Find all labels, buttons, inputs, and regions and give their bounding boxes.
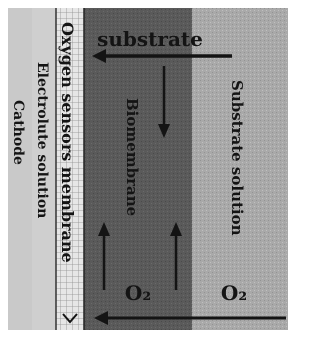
o2-label-biomembrane: O₂ <box>124 281 152 305</box>
membrane-label: Oxygen sensors membrane <box>58 22 77 263</box>
cathode-label: Cathode <box>10 100 26 165</box>
substrate-label: substrate <box>97 27 203 51</box>
o2-label-solution: O₂ <box>220 281 248 305</box>
cathode-layer <box>8 8 32 330</box>
solution-label: Substrate solution <box>228 80 246 236</box>
biomembrane-label: Biomembrane <box>123 98 141 217</box>
electrolyte-label: Electrolute solution <box>34 62 50 219</box>
